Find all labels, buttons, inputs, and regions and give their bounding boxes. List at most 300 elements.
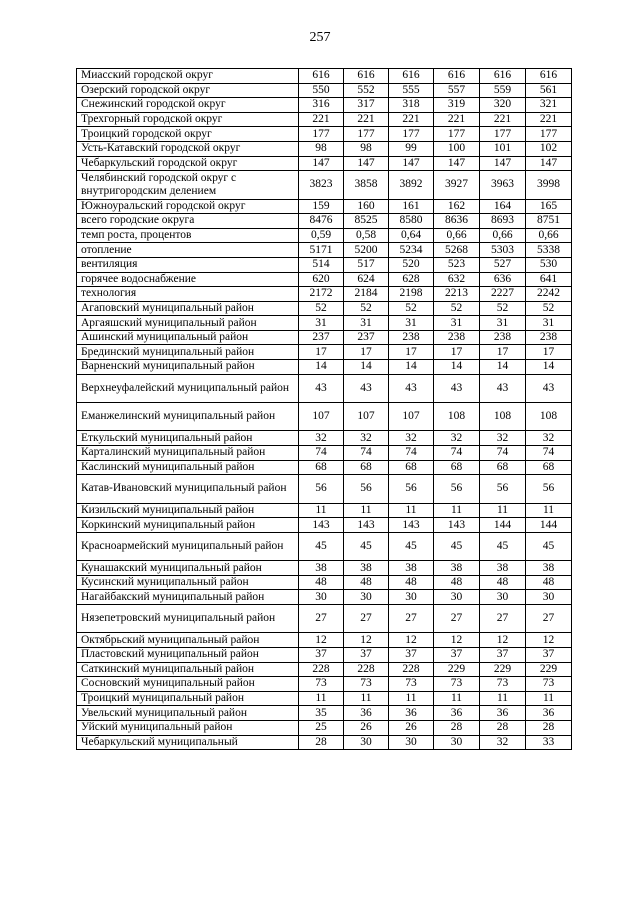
row-name-cell: Чебаркульский муниципальный [77, 735, 299, 750]
table-row [77, 112, 572, 127]
value-cell: 56 [480, 475, 526, 503]
value-cell: 0,58 [344, 228, 389, 243]
value-cell: 237 [344, 330, 389, 345]
table-row [77, 720, 572, 735]
value-cell: 221 [389, 112, 434, 127]
value-cell: 238 [389, 330, 434, 345]
value-cell: 520 [389, 257, 434, 272]
row-name-cell: Еткульский муниципальный район [77, 431, 299, 446]
value-cell: 32 [480, 431, 526, 446]
value-cell: 8693 [480, 214, 526, 229]
value-cell: 229 [434, 662, 480, 677]
value-cell: 8636 [434, 214, 480, 229]
value-cell: 5234 [389, 243, 434, 258]
value-cell: 14 [389, 360, 434, 375]
value-cell: 228 [299, 662, 344, 677]
row-name-cell: Карталинский муниципальный район [77, 446, 299, 461]
value-cell: 228 [389, 662, 434, 677]
value-cell: 221 [526, 112, 572, 127]
value-cell: 616 [389, 69, 434, 84]
value-cell: 45 [389, 532, 434, 560]
value-cell: 12 [299, 633, 344, 648]
value-cell: 45 [434, 532, 480, 560]
value-cell: 27 [434, 604, 480, 632]
value-cell: 3927 [434, 171, 480, 199]
value-cell: 32 [480, 735, 526, 750]
row-name-cell: Троицкий городской округ [77, 127, 299, 142]
table-row [77, 214, 572, 229]
value-cell: 30 [344, 735, 389, 750]
value-cell: 11 [480, 503, 526, 518]
row-name-cell: Саткинский муниципальный район [77, 662, 299, 677]
value-cell: 616 [344, 69, 389, 84]
value-cell: 28 [526, 720, 572, 735]
table-row [77, 691, 572, 706]
value-cell: 98 [299, 141, 344, 156]
value-cell: 12 [344, 633, 389, 648]
table-row [77, 662, 572, 677]
value-cell: 48 [526, 575, 572, 590]
table-body [77, 69, 572, 750]
table-row [77, 532, 572, 560]
value-cell: 11 [526, 691, 572, 706]
value-cell: 36 [434, 706, 480, 721]
value-cell: 43 [299, 374, 344, 402]
value-cell: 102 [526, 141, 572, 156]
value-cell: 321 [526, 98, 572, 113]
value-cell: 561 [526, 83, 572, 98]
value-cell: 14 [344, 360, 389, 375]
value-cell: 5268 [434, 243, 480, 258]
value-cell: 144 [480, 518, 526, 533]
value-cell: 5338 [526, 243, 572, 258]
row-name-cell: Агаповский муниципальный район [77, 301, 299, 316]
value-cell: 107 [299, 403, 344, 431]
value-cell: 31 [299, 316, 344, 331]
table-row [77, 633, 572, 648]
table-row [77, 590, 572, 605]
value-cell: 616 [434, 69, 480, 84]
value-cell: 144 [526, 518, 572, 533]
value-cell: 17 [526, 345, 572, 360]
row-name-cell: вентиляция [77, 257, 299, 272]
value-cell: 143 [434, 518, 480, 533]
table-row [77, 301, 572, 316]
value-cell: 30 [434, 735, 480, 750]
value-cell: 2198 [389, 287, 434, 302]
value-cell: 628 [389, 272, 434, 287]
table-row [77, 503, 572, 518]
value-cell: 165 [526, 199, 572, 214]
row-name-cell: Аргаяшский муниципальный район [77, 316, 299, 331]
row-name-cell: технология [77, 287, 299, 302]
row-name-cell: Катав-Ивановский муниципальный район [77, 475, 299, 503]
value-cell: 43 [526, 374, 572, 402]
value-cell: 25 [299, 720, 344, 735]
value-cell: 159 [299, 199, 344, 214]
value-cell: 221 [344, 112, 389, 127]
table-row [77, 677, 572, 692]
value-cell: 8751 [526, 214, 572, 229]
value-cell: 37 [299, 647, 344, 662]
value-cell: 31 [434, 316, 480, 331]
value-cell: 31 [526, 316, 572, 331]
value-cell: 35 [299, 706, 344, 721]
value-cell: 624 [344, 272, 389, 287]
value-cell: 48 [480, 575, 526, 590]
value-cell: 108 [526, 403, 572, 431]
table-row [77, 228, 572, 243]
value-cell: 27 [389, 604, 434, 632]
row-name-cell: Кунашакский муниципальный район [77, 561, 299, 576]
value-cell: 56 [389, 475, 434, 503]
value-cell: 45 [526, 532, 572, 560]
value-cell: 43 [389, 374, 434, 402]
table-row [77, 345, 572, 360]
table-row [77, 330, 572, 345]
value-cell: 98 [344, 141, 389, 156]
value-cell: 56 [344, 475, 389, 503]
table-row [77, 287, 572, 302]
value-cell: 17 [389, 345, 434, 360]
value-cell: 14 [480, 360, 526, 375]
value-cell: 30 [389, 590, 434, 605]
table-row [77, 706, 572, 721]
value-cell: 177 [299, 127, 344, 142]
value-cell: 30 [480, 590, 526, 605]
row-name-cell: Сосновский муниципальный район [77, 677, 299, 692]
value-cell: 147 [434, 156, 480, 171]
value-cell: 107 [389, 403, 434, 431]
table-row [77, 171, 572, 199]
value-cell: 68 [526, 460, 572, 475]
value-cell: 48 [344, 575, 389, 590]
row-name-cell: Верхнеуфалейский муниципальный район [77, 374, 299, 402]
row-name-cell: Каслинский муниципальный район [77, 460, 299, 475]
value-cell: 52 [434, 301, 480, 316]
table-row [77, 83, 572, 98]
value-cell: 52 [526, 301, 572, 316]
value-cell: 319 [434, 98, 480, 113]
value-cell: 32 [389, 431, 434, 446]
value-cell: 26 [344, 720, 389, 735]
value-cell: 523 [434, 257, 480, 272]
value-cell: 616 [526, 69, 572, 84]
value-cell: 632 [434, 272, 480, 287]
value-cell: 229 [480, 662, 526, 677]
row-name-cell: Озерский городской округ [77, 83, 299, 98]
value-cell: 12 [526, 633, 572, 648]
table-row [77, 127, 572, 142]
value-cell: 11 [526, 503, 572, 518]
value-cell: 14 [299, 360, 344, 375]
row-name-cell: Чебаркульский городской округ [77, 156, 299, 171]
value-cell: 52 [344, 301, 389, 316]
value-cell: 229 [526, 662, 572, 677]
value-cell: 99 [389, 141, 434, 156]
value-cell: 164 [480, 199, 526, 214]
value-cell: 68 [299, 460, 344, 475]
value-cell: 552 [344, 83, 389, 98]
value-cell: 2184 [344, 287, 389, 302]
table-row [77, 98, 572, 113]
value-cell: 48 [389, 575, 434, 590]
value-cell: 38 [299, 561, 344, 576]
value-cell: 3823 [299, 171, 344, 199]
table-row [77, 243, 572, 258]
value-cell: 73 [344, 677, 389, 692]
table-row [77, 446, 572, 461]
row-name-cell: Еманжелинский муниципальный район [77, 403, 299, 431]
value-cell: 2172 [299, 287, 344, 302]
value-cell: 11 [389, 691, 434, 706]
value-cell: 33 [526, 735, 572, 750]
value-cell: 36 [526, 706, 572, 721]
value-cell: 147 [344, 156, 389, 171]
value-cell: 555 [389, 83, 434, 98]
value-cell: 3858 [344, 171, 389, 199]
value-cell: 73 [434, 677, 480, 692]
value-cell: 177 [480, 127, 526, 142]
value-cell: 73 [389, 677, 434, 692]
value-cell: 11 [299, 691, 344, 706]
value-cell: 636 [480, 272, 526, 287]
row-name-cell: Челябинский городской округ с внутригородским делением [77, 171, 299, 199]
table-row [77, 199, 572, 214]
value-cell: 162 [434, 199, 480, 214]
value-cell: 17 [480, 345, 526, 360]
value-cell: 143 [344, 518, 389, 533]
value-cell: 45 [480, 532, 526, 560]
row-name-cell: Красноармейский муниципальный район [77, 532, 299, 560]
value-cell: 31 [480, 316, 526, 331]
table-row [77, 735, 572, 750]
table-row [77, 604, 572, 632]
value-cell: 318 [389, 98, 434, 113]
table-row [77, 141, 572, 156]
value-cell: 52 [389, 301, 434, 316]
value-cell: 73 [526, 677, 572, 692]
value-cell: 74 [480, 446, 526, 461]
value-cell: 11 [434, 503, 480, 518]
value-cell: 221 [299, 112, 344, 127]
value-cell: 30 [389, 735, 434, 750]
table-row [77, 647, 572, 662]
row-name-cell: Уйский муниципальный район [77, 720, 299, 735]
value-cell: 30 [434, 590, 480, 605]
row-name-cell: Коркинский муниципальный район [77, 518, 299, 533]
value-cell: 11 [434, 691, 480, 706]
row-name-cell: Брединский муниципальный район [77, 345, 299, 360]
value-cell: 228 [344, 662, 389, 677]
value-cell: 30 [299, 590, 344, 605]
row-name-cell: Кизильский муниципальный район [77, 503, 299, 518]
row-name-cell: темп роста, процентов [77, 228, 299, 243]
value-cell: 11 [299, 503, 344, 518]
value-cell: 3963 [480, 171, 526, 199]
value-cell: 177 [389, 127, 434, 142]
value-cell: 11 [344, 503, 389, 518]
value-cell: 0,66 [434, 228, 480, 243]
value-cell: 37 [434, 647, 480, 662]
page-number: 257 [309, 30, 331, 45]
value-cell: 74 [526, 446, 572, 461]
value-cell: 48 [299, 575, 344, 590]
value-cell: 26 [389, 720, 434, 735]
value-cell: 32 [434, 431, 480, 446]
value-cell: 27 [344, 604, 389, 632]
value-cell: 221 [434, 112, 480, 127]
value-cell: 238 [480, 330, 526, 345]
value-cell: 147 [526, 156, 572, 171]
value-cell: 0,66 [526, 228, 572, 243]
value-cell: 30 [344, 590, 389, 605]
value-cell: 221 [480, 112, 526, 127]
value-cell: 5171 [299, 243, 344, 258]
row-name-cell: Ашинский муниципальный район [77, 330, 299, 345]
row-name-cell: Пластовский муниципальный район [77, 647, 299, 662]
value-cell: 37 [480, 647, 526, 662]
value-cell: 641 [526, 272, 572, 287]
value-cell: 27 [299, 604, 344, 632]
value-cell: 56 [434, 475, 480, 503]
value-cell: 8476 [299, 214, 344, 229]
value-cell: 28 [434, 720, 480, 735]
row-name-cell: Варненский муниципальный район [77, 360, 299, 375]
value-cell: 0,66 [480, 228, 526, 243]
value-cell: 177 [344, 127, 389, 142]
value-cell: 37 [344, 647, 389, 662]
row-name-cell: Снежинский городской округ [77, 98, 299, 113]
row-name-cell: Троицкий муниципальный район [77, 691, 299, 706]
row-name-cell: Нагайбакский муниципальный район [77, 590, 299, 605]
row-name-cell: Увельский муниципальный район [77, 706, 299, 721]
value-cell: 3998 [526, 171, 572, 199]
row-name-cell: отопление [77, 243, 299, 258]
value-cell: 616 [480, 69, 526, 84]
value-cell: 73 [480, 677, 526, 692]
value-cell: 52 [299, 301, 344, 316]
value-cell: 147 [480, 156, 526, 171]
value-cell: 38 [480, 561, 526, 576]
value-cell: 514 [299, 257, 344, 272]
value-cell: 74 [299, 446, 344, 461]
value-cell: 38 [526, 561, 572, 576]
table-row [77, 257, 572, 272]
value-cell: 12 [434, 633, 480, 648]
value-cell: 36 [389, 706, 434, 721]
value-cell: 3892 [389, 171, 434, 199]
value-cell: 147 [299, 156, 344, 171]
value-cell: 2213 [434, 287, 480, 302]
value-cell: 30 [526, 590, 572, 605]
value-cell: 32 [344, 431, 389, 446]
value-cell: 316 [299, 98, 344, 113]
table-row [77, 460, 572, 475]
row-name-cell: Нязепетровский муниципальный район [77, 604, 299, 632]
value-cell: 43 [480, 374, 526, 402]
table-row [77, 518, 572, 533]
value-cell: 143 [389, 518, 434, 533]
value-cell: 143 [299, 518, 344, 533]
value-cell: 31 [389, 316, 434, 331]
row-name-cell: Трехгорный городской округ [77, 112, 299, 127]
value-cell: 68 [434, 460, 480, 475]
value-cell: 45 [299, 532, 344, 560]
value-cell: 28 [299, 735, 344, 750]
value-cell: 0,64 [389, 228, 434, 243]
value-cell: 27 [480, 604, 526, 632]
table-row [77, 69, 572, 84]
row-name-cell: горячее водоснабжение [77, 272, 299, 287]
value-cell: 161 [389, 199, 434, 214]
value-cell: 74 [389, 446, 434, 461]
value-cell: 38 [344, 561, 389, 576]
value-cell: 38 [434, 561, 480, 576]
value-cell: 37 [389, 647, 434, 662]
value-cell: 27 [526, 604, 572, 632]
value-cell: 68 [344, 460, 389, 475]
value-cell: 108 [480, 403, 526, 431]
table-row [77, 374, 572, 402]
row-name-cell: Октябрьский муниципальный район [77, 633, 299, 648]
value-cell: 17 [434, 345, 480, 360]
value-cell: 32 [299, 431, 344, 446]
table-row [77, 272, 572, 287]
row-name-cell: Миасский городской округ [77, 69, 299, 84]
value-cell: 14 [526, 360, 572, 375]
value-cell: 100 [434, 141, 480, 156]
value-cell: 68 [480, 460, 526, 475]
value-cell: 17 [344, 345, 389, 360]
value-cell: 56 [299, 475, 344, 503]
table-row [77, 156, 572, 171]
value-cell: 177 [434, 127, 480, 142]
value-cell: 620 [299, 272, 344, 287]
value-cell: 36 [480, 706, 526, 721]
row-name-cell: Кусинский муниципальный район [77, 575, 299, 590]
value-cell: 56 [526, 475, 572, 503]
value-cell: 36 [344, 706, 389, 721]
value-cell: 8525 [344, 214, 389, 229]
value-cell: 2227 [480, 287, 526, 302]
data-table [76, 68, 572, 750]
value-cell: 48 [434, 575, 480, 590]
value-cell: 31 [344, 316, 389, 331]
value-cell: 73 [299, 677, 344, 692]
row-name-cell: всего городские округа [77, 214, 299, 229]
value-cell: 527 [480, 257, 526, 272]
value-cell: 74 [344, 446, 389, 461]
value-cell: 74 [434, 446, 480, 461]
value-cell: 68 [389, 460, 434, 475]
table-row [77, 360, 572, 375]
row-name-cell: Южноуральский городской округ [77, 199, 299, 214]
value-cell: 0,59 [299, 228, 344, 243]
table-row [77, 403, 572, 431]
value-cell: 317 [344, 98, 389, 113]
value-cell: 37 [526, 647, 572, 662]
value-cell: 101 [480, 141, 526, 156]
value-cell: 11 [389, 503, 434, 518]
value-cell: 530 [526, 257, 572, 272]
table-row [77, 561, 572, 576]
value-cell: 237 [299, 330, 344, 345]
value-cell: 550 [299, 83, 344, 98]
value-cell: 108 [434, 403, 480, 431]
value-cell: 5200 [344, 243, 389, 258]
value-cell: 8580 [389, 214, 434, 229]
